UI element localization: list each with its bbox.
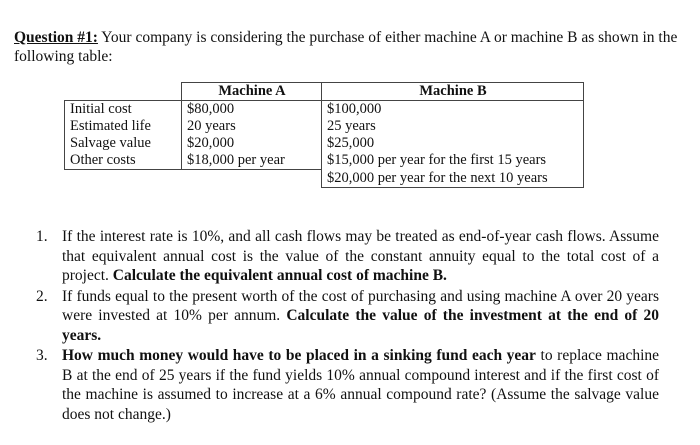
table-header-empty — [65, 83, 182, 101]
cell-machine-a-salvage-value: $20,000 — [182, 135, 322, 152]
row-label-empty — [65, 170, 182, 188]
cell-machine-b-estimated-life: 25 years — [322, 118, 584, 135]
table-header-machine-a: Machine A — [182, 83, 322, 101]
row-label-other-costs: Other costs — [65, 152, 182, 170]
cell-machine-b-salvage-value: $25,000 — [322, 135, 584, 152]
question-text: to replace machine B at the end of 25 years if the fund yields 10% annual compound interest and if the first cost of the machine is assumed to increase at a 6% annual compound rate? (Assume the salvage value does not change.) — [62, 347, 660, 423]
cell-machine-a-empty — [182, 170, 322, 188]
question-bold-text: Calculate the equivalent annual cost of machine B. — [112, 267, 447, 284]
question-intro — [14, 28, 686, 66]
question-bold-text: Calculate the value of the investment at the end of 20 years. — [62, 307, 659, 344]
question-number: 3. — [36, 347, 48, 364]
table-header-machine-b: Machine B — [322, 83, 584, 101]
table-row — [65, 170, 584, 188]
table-row — [65, 101, 584, 119]
row-label-initial-cost: Initial cost — [65, 101, 182, 119]
cell-machine-b-other-costs-next: $20,000 per year for the next 10 years — [322, 170, 584, 188]
cell-machine-b-initial-cost: $100,000 — [322, 101, 584, 119]
table-row — [65, 118, 584, 135]
question-intro-text: Your company is considering the purchase of either machine A or machine B as shown in the following table: — [14, 29, 678, 65]
row-label-estimated-life: Estimated life — [65, 118, 182, 135]
row-label-salvage-value: Salvage value — [65, 135, 182, 152]
question-number: 1. — [36, 228, 48, 245]
list-item — [36, 346, 659, 424]
question-bold-text: How much money would have to be placed in a sinking fund each year — [62, 347, 536, 364]
question-list — [36, 227, 659, 425]
cell-machine-a-initial-cost: $80,000 — [182, 101, 322, 119]
question-label: Question #1: — [14, 29, 98, 46]
question-text: If the interest rate is 10%, and all cash flows may be treated as end-of-year cash flows. Assume that equivalent annual cost is the value of the constant annuity equal to the total cost of a project. — [62, 228, 659, 284]
machines-table — [64, 82, 584, 188]
cell-machine-b-other-costs-first: $15,000 per year for the first 15 years — [322, 152, 584, 170]
table-row — [65, 135, 584, 152]
question-text: If funds equal to the present worth of the cost of purchasing and using machine A over 20 years were invested at 10% per annum. — [62, 287, 659, 324]
table-header-row — [65, 83, 584, 101]
cell-machine-a-estimated-life: 20 years — [182, 118, 322, 135]
list-item — [36, 287, 659, 346]
question-number: 2. — [36, 287, 48, 305]
list-item — [36, 227, 659, 286]
cell-machine-a-other-costs: $18,000 per year — [182, 152, 322, 170]
table-row — [65, 152, 584, 170]
